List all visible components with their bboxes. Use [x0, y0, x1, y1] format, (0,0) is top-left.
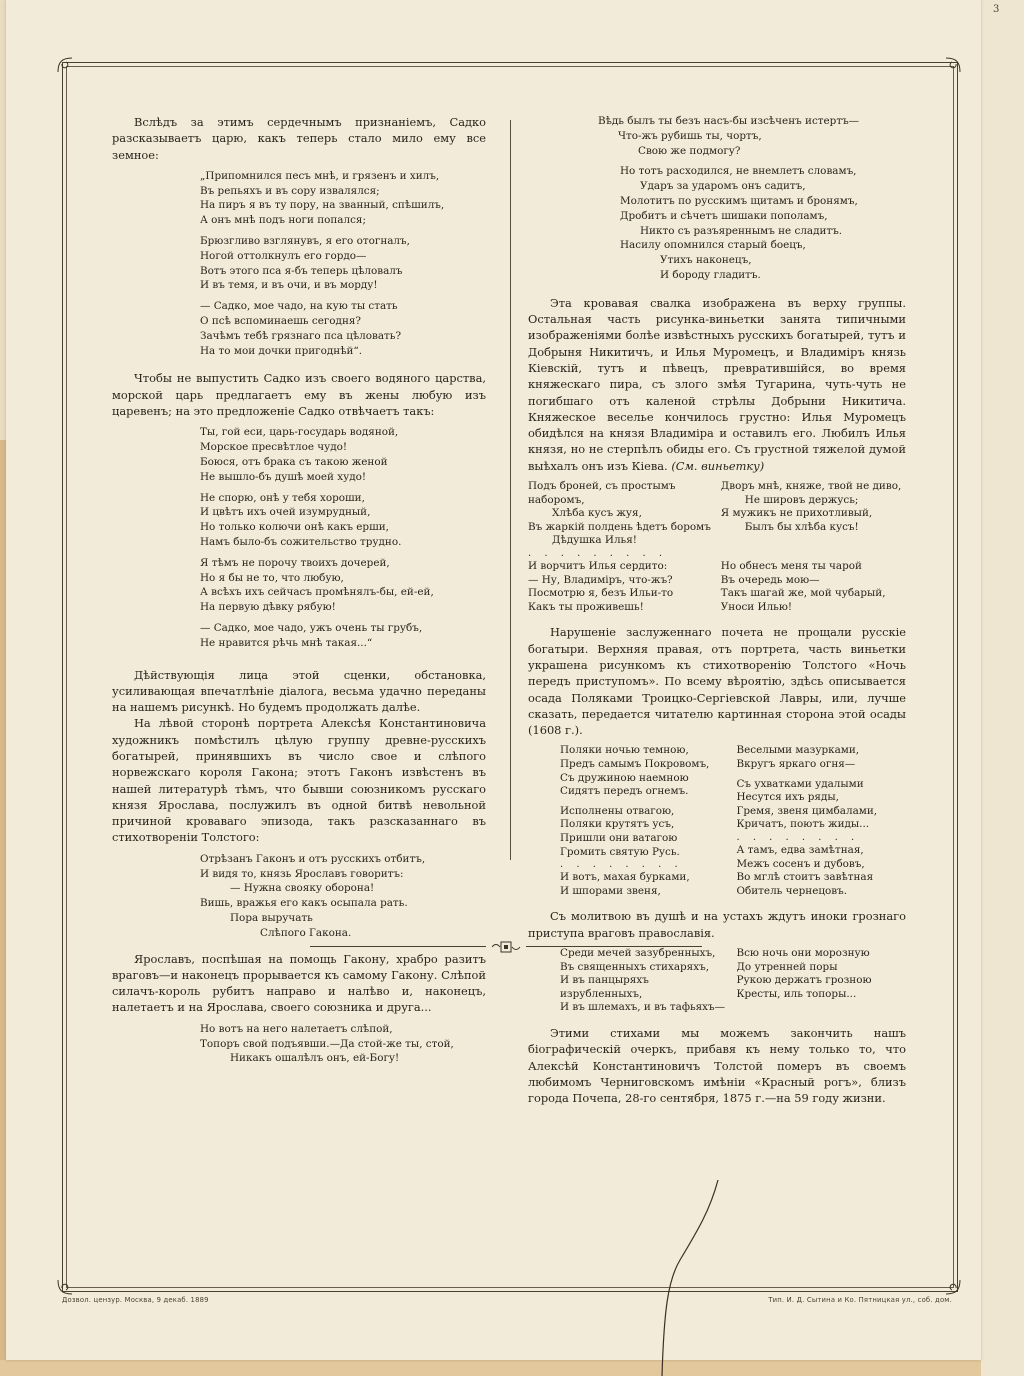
verse-line: Слѣпого Гакона. [260, 926, 352, 939]
verse-line: Предъ самымъ Покровомъ, [560, 758, 710, 771]
verse-line: До утренней поры [736, 960, 838, 973]
paper-edge-bottom [0, 1360, 981, 1376]
verse-line: „Припомнился песъ мнѣ, и грязенъ и хилъ, [200, 169, 440, 182]
verse-line: Рукою держатъ грозною [736, 974, 872, 987]
left-column [112, 114, 486, 1066]
verse-line: Но вотъ на него налетаетъ слѣпой, [200, 1022, 393, 1035]
verse-line: Не нравится рѣчь мнѣ такая...“ [200, 636, 373, 649]
verse-line: А всѣхъ ихъ сейчасъ промѣнялъ-бы, ей-ей, [200, 586, 434, 599]
verse-line: Боюся, отъ брака съ такою женой [200, 455, 388, 468]
verse-line: Но только колючи онѣ какъ ерши, [200, 521, 389, 534]
verse-line: Что-жъ рубишь ты, чортъ, [618, 129, 762, 142]
verse-line: Отрѣзанъ Гаконъ и отъ русскихъ отбитъ, [200, 852, 426, 865]
verse-line: Топоръ свой подъявши.—Да стой-же ты, стой, [200, 1037, 454, 1050]
verse-line: И въ шлемахъ, и въ тафьяхъ— [560, 1001, 726, 1014]
paragraph: На лѣвой сторонѣ портрета Алексѣя Константиновича художникъ помѣстилъ цѣлую группу древне-русскихъ богатырей, принявшихъ въ число свое и слѣпого норвежскаго короля Гакона; этотъ Гаконъ извѣстенъ въ нашей литературѣ тѣмъ, что бывши союзникомъ русскаго князя Ярослава, послужилъ въ одной битвѣ невольной причиной кроваваго эпизода, такъ разсказаннаго въ стихотвореніи Толстого: [112, 716, 486, 845]
verse-line: На первую дѣвку рябую! [200, 601, 336, 614]
page-mark: 3 [993, 4, 1000, 15]
column-divider [510, 120, 511, 860]
verse-line: Брюзгливо взглянувъ, я его отогналъ, [200, 235, 410, 248]
corner-ornament-icon [54, 54, 76, 76]
verse-line: Морское пресвѣтлое чудо! [200, 441, 348, 454]
verse-line: Въ очередь мою— [720, 573, 820, 586]
verse-line: Такъ шагай же, мой чубарый, [720, 587, 886, 600]
verse-two-column [528, 560, 906, 614]
corner-ornament-icon [54, 1276, 76, 1298]
verse-line: Кричатъ, поютъ жиды... [736, 818, 870, 831]
verse-line: Въ жаркій полдень ѣдетъ боромъ [528, 520, 711, 533]
verse-line: Хлѣба кусъ жуя, [552, 507, 642, 520]
verse-line: Веселыми мазурками, [736, 744, 860, 757]
verse-line: Свою же подмогу? [638, 144, 741, 157]
verse-line: Подъ броней, съ простымъ наборомъ, [528, 480, 676, 506]
verse-line: Насилу опомнился старый боецъ, [620, 239, 806, 252]
footer-censor-note: Дозвол. цензур. Москва, 9 декаб. 1889 [62, 1296, 209, 1304]
verse-block [112, 1022, 486, 1066]
figure-reference: (См. виньетку) [671, 458, 765, 473]
paragraph: Ярославъ, поспѣшая на помощь Гакону, храбро разитъ враговъ—и наконецъ прорывается къ самому Гакону. Слѣпой силачъ-король рубитъ направо и налѣво и, наконецъ, налетаетъ и на Ярослава, своего союзника и друга... [112, 951, 486, 1015]
verse-line: Вишь, вражья его какъ осыпала рать. [200, 897, 408, 910]
verse-line: Среди мечей зазубренныхъ, [560, 946, 716, 959]
ellipsis-row: . . . . . . . . [736, 832, 860, 844]
verse-two-column [528, 744, 906, 898]
right-column [528, 114, 906, 1106]
paragraph: Этими стихами мы можемъ закончить нашъ біографическій очеркъ, прибавя къ нему только то, что Алексѣй Константиновичъ Толстой померъ въ своемъ любимомъ Черниговскомъ имѣніи «Красный рогъ», близъ города Почепа, 28-го сентября, 1875 г.—на 59 году жизни. [528, 1025, 906, 1106]
verse-line: И шпорами звеня, [560, 884, 661, 897]
verse-line: Посмотрю я, безъ Ильи-то [528, 587, 674, 600]
verse-line: Но я бы не то, что любую, [200, 571, 344, 584]
verse-line: Никто съ разъяреннымъ не сладитъ. [640, 224, 843, 237]
verse-line: Ногой оттолкнулъ его гордо— [200, 249, 367, 262]
verse-line: Въ священныхъ стихаряхъ, [560, 960, 710, 973]
verse-line: Въ репьяхъ и въ сору извалялся; [200, 184, 380, 197]
verse-two-column [528, 480, 906, 548]
verse-line: Гремя, звеня цимбалами, [736, 804, 878, 817]
verse-line: Вѣдь былъ ты безъ насъ-бы изсѣченъ истертъ— [598, 115, 860, 127]
verse-line: Не вышло-бъ душѣ моей худо! [200, 470, 367, 483]
verse-line: Зачѣмъ тебѣ грязнаго пса цѣловать? [200, 329, 402, 342]
verse-line: И цвѣтъ ихъ очей изумрудный, [200, 506, 371, 519]
section-divider [310, 942, 702, 952]
paragraph-text: Эта кровавая свалка изображена въ верху группы. Остальная часть рисунка-виньетки занята типичными изображеніями болѣе извѣстныхъ русскихъ богатырей, тутъ и Добрыня Никитичъ, и Илья Муромецъ, и Владиміръ князь Кіевскій, тутъ и пѣвецъ, превратившійся, во время княжескаго пира, съ злого змѣя Тугарина, чуть-чуть не погибшаго отъ каленой стрѣлы Добрыни Никитича. Княжеское веселье кончилось грустно: Илья Муромецъ обидѣлся на князя Владиміра и оставилъ его. Любилъ Илья князя, но не стерпѣлъ обиды его. Съ грустной тяжелой думой выѣхалъ онъ изъ Кіева. [528, 295, 906, 473]
verse-line: Пришли они ватагою [560, 832, 678, 845]
footer-printer-note: Тип. И. Д. Сытина и Ко. Пятницкая ул., соб. дом. [768, 1296, 952, 1304]
verse-line: Ударъ за ударомъ онъ садитъ, [640, 180, 806, 193]
verse-line: Былъ бы хлѣба кусъ! [744, 520, 859, 533]
verse-line: Но тотъ расходился, не внемлетъ словамъ, [620, 165, 857, 178]
verse-line: Съ дружиною наемною [560, 771, 689, 784]
verse-block [112, 425, 486, 650]
verse-line: Дѣдушка Илья! [552, 534, 637, 547]
verse-block [112, 852, 486, 941]
paragraph: Съ молитвою въ душѣ и на устахъ ждутъ иноки грознаго приступа враговъ православія. [528, 909, 906, 940]
verse-line: На пиръ я въ ту пору, на званный, спѣшилъ, [200, 199, 445, 212]
verse-line: Молотитъ по русскимъ щитамъ и бронямъ, [620, 194, 858, 207]
verse-line: — Нужна свояку оборона! [230, 882, 375, 895]
verse-line: И въ темя, и въ очи, и въ морду! [200, 279, 378, 292]
corner-ornament-icon [942, 1276, 964, 1298]
verse-line: Несутся ихъ ряды, [736, 791, 839, 804]
verse-line: Я мужикъ не прихотливый, [720, 507, 873, 520]
verse-line: Уноси Илью! [720, 600, 793, 613]
verse-line: Кресты, иль топоры... [736, 987, 857, 1000]
corner-ornament-icon [942, 54, 964, 76]
verse-line: Межъ сосенъ и дубовъ, [736, 857, 865, 870]
verse-line: Ты, гой еси, царь-государь водяной, [200, 426, 399, 439]
paper-edge-right [981, 0, 1024, 1376]
verse-line: Никакъ ошалѣлъ онъ, ей-Богу! [230, 1052, 400, 1065]
verse-line: Пора выручать [230, 911, 313, 924]
verse-line: На то мои дочки пригоднѣй“. [200, 344, 363, 357]
verse-line: И въ панцыряхъ изрубленныхъ, [560, 974, 649, 1000]
paragraph: Чтобы не выпустить Садко изъ своего водяного царства, морской царь предлагаетъ ему въ жены любую изъ царевенъ; на это предложеніе Садко отвѣчаетъ такъ: [112, 371, 486, 419]
verse-line: Съ ухватками удалыми [736, 777, 864, 790]
verse-line: Не шировъ держусь; [744, 493, 859, 506]
verse-line: Поляки крутятъ усъ, [560, 818, 675, 831]
verse-line: Обитель чернецовъ. [736, 884, 848, 897]
verse-block [528, 114, 906, 283]
paragraph [528, 295, 906, 474]
verse-line: Но обнесъ меня ты чарой [720, 560, 862, 572]
verse-line: Вотъ этого пса я-бъ теперь цѣловалъ [200, 264, 403, 277]
paragraph: Дѣйствующія лица этой сценки, обстановка, усиливающая впечатлѣніе діалога, весьма удачно переданы на нашемъ рисункѣ. Но будемъ продолжать далѣе. [112, 667, 486, 715]
verse-line: Дворъ мнѣ, княже, твой не диво, [720, 480, 902, 493]
verse-line: — Садко, мое чадо, на кую ты стать [200, 300, 398, 313]
verse-line: Утихъ наконецъ, [660, 254, 752, 267]
verse-line: — Ну, Владиміръ, что-жъ? [528, 573, 673, 586]
verse-line: Намъ было-бъ сожительство трудно. [200, 535, 402, 548]
verse-line: Всю ночь они морозную [736, 946, 870, 959]
verse-line: И ворчитъ Илья сердито: [528, 560, 668, 572]
verse-line: Исполнены отвагою, [560, 804, 675, 817]
verse-line: Вкругъ яркаго огня— [736, 758, 856, 771]
verse-line: Какъ ты проживешь! [528, 600, 644, 613]
verse-block [112, 169, 486, 359]
verse-line: О псѣ вспоминаешь сегодня? [200, 315, 361, 328]
paper-crack [640, 1180, 720, 1376]
verse-line: И бороду гладитъ. [660, 268, 761, 281]
verse-line: Я тѣмъ не порочу твоихъ дочерей, [200, 556, 390, 569]
verse-line: Во мглѣ стоитъ завѣтная [736, 871, 874, 884]
verse-line: Поляки ночью темною, [560, 744, 689, 757]
verse-line: И вотъ, махая бурками, [560, 871, 690, 884]
paragraph: Вслѣдъ за этимъ сердечнымъ признаніемъ, Садко разсказываетъ царю, какъ теперь стало мило ему все земное: [112, 115, 486, 162]
verse-line: Громить святую Русь. [560, 845, 680, 858]
verse-line: А тамъ, едва замѣтная, [736, 844, 864, 857]
verse-line: И видя то, князь Ярославъ говоритъ: [200, 867, 404, 880]
verse-line: Дробитъ и сѣчетъ шишаки пополамъ, [620, 209, 828, 222]
verse-line: Не спорю, онѣ у тебя хороши, [200, 491, 365, 504]
verse-two-column [528, 947, 906, 1015]
verse-line: А онъ мнѣ подъ ноги попался; [200, 214, 366, 227]
ellipsis-row: . . . . . . . . [560, 859, 683, 871]
ellipsis-row: . . . . . . . . . [528, 548, 668, 559]
divider-ornament-icon [490, 940, 522, 954]
verse-line: Сидятъ передъ огнемъ. [560, 785, 689, 798]
paragraph: Нарушеніе заслуженнаго почета не прощали русскіе богатыри. Верхняя правая, отъ портрета, часть виньетки украшена рисункомъ къ стихотворенію Толстого «Ночь передъ приступомъ». По всему вѣроятію, здѣсь описывается осада Поляками Троицко-Сергіевской Лавры, или, лучше сказать, передается читателю картинная сторона этой осады (1608 г.). [528, 625, 906, 738]
verse-line: — Садко, мое чадо, ужъ очень ты грубъ, [200, 621, 423, 634]
